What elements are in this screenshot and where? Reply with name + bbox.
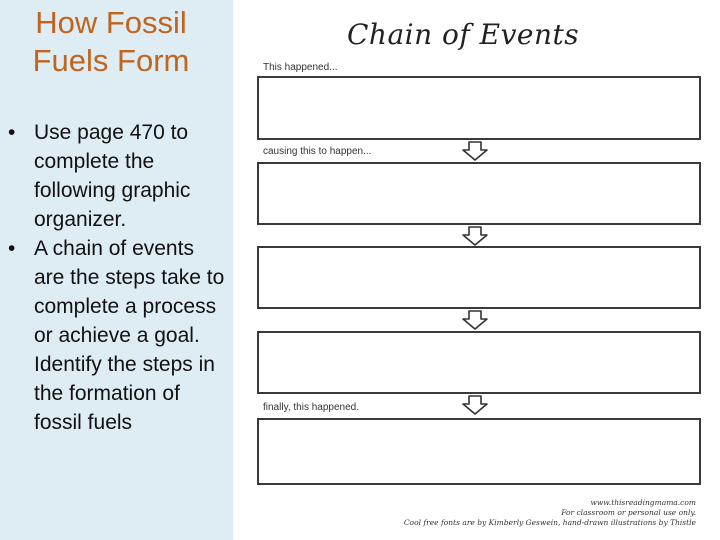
event-box-5[interactable] (257, 418, 701, 485)
credit-line-3: Cool free fonts are by Kimberly Geswein, hand-drawn illustrations by Thistle (403, 518, 696, 527)
bullet-list (8, 118, 230, 437)
bullet-item (8, 118, 230, 234)
bullet-glyph: • (8, 121, 16, 144)
bullet-item (8, 234, 230, 437)
event-box-1[interactable] (257, 76, 701, 140)
label-causing: causing this to happen... (263, 146, 372, 157)
credit-line-2: For classroom or personal use only. (561, 508, 696, 517)
worksheet-title: Chain of Events (347, 18, 580, 51)
bullet-text: A chain of events are the steps take to complete a process or achieve a goal. Identify the steps in the formation of fossil fuels (34, 237, 225, 434)
event-box-2[interactable] (257, 162, 701, 225)
left-panel (0, 0, 233, 540)
label-first-event: This happened... (263, 62, 338, 73)
label-finally: finally, this happened. (263, 402, 359, 413)
bullet-glyph: • (8, 237, 16, 260)
down-arrow-icon (462, 395, 488, 415)
credit-line-1: www.thisreadingmama.com (590, 498, 696, 507)
bullet-text: Use page 470 to complete the following graphic organizer. (34, 121, 191, 231)
event-box-3[interactable] (257, 246, 701, 309)
down-arrow-icon (462, 141, 488, 161)
down-arrow-icon (462, 226, 488, 246)
slide-title (0, 4, 222, 80)
slide-title-line-1: How Fossil (35, 5, 187, 40)
worksheet-credit (404, 498, 696, 528)
event-box-4[interactable] (257, 331, 701, 394)
down-arrow-icon (462, 310, 488, 330)
slide-title-line-2: Fuels Form (32, 43, 190, 78)
